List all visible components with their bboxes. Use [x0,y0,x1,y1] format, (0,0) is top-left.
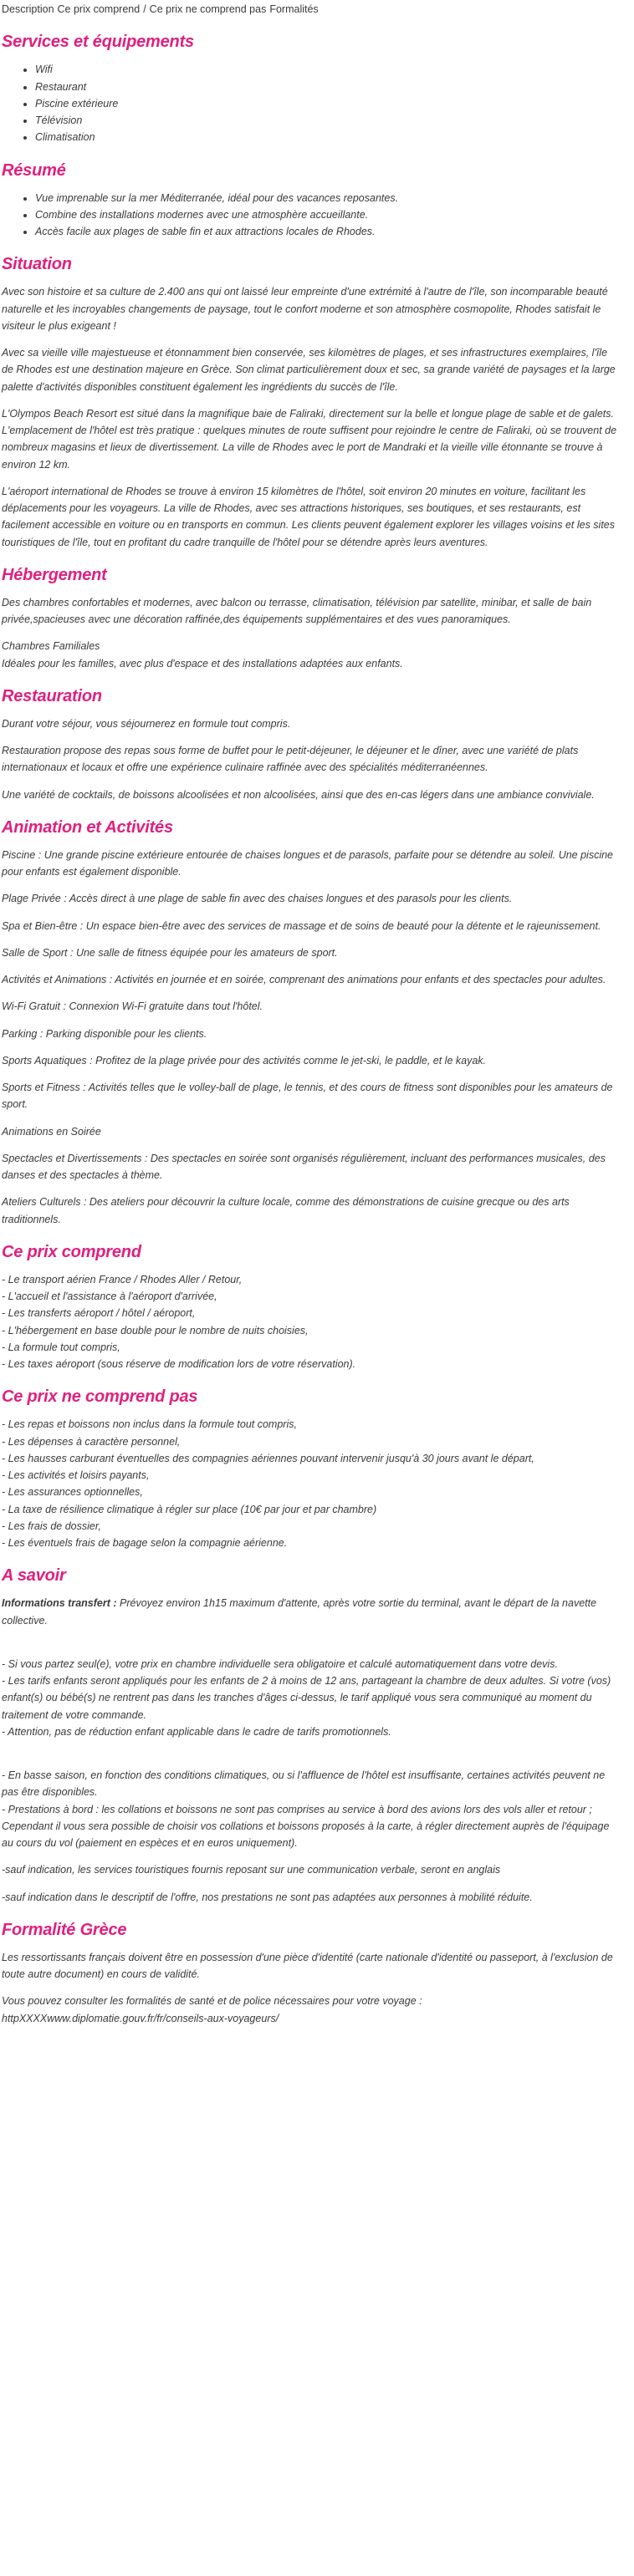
animation-paragraph: Spa et Bien-être : Un espace bien-être avec des services de massage et de soins de beauté pour la détente et le rajeunissement. [2,919,601,932]
section-title-a-savoir: A savoir [2,1566,66,1586]
formalite-lines [2,1993,619,2027]
list-item: • Climatisation [35,129,619,145]
animation-paragraph: Plage Privée : Accès direct à une plage de sable fin avec des chaises longues et des parasols pour les clients. [2,893,513,905]
animation-paragraph: Wi-Fi Gratuit : Connexion Wi-Fi gratuite dans tout l'hôtel. [2,1000,263,1013]
section-title-prix-comprend: Ce prix comprend [2,1242,141,1261]
section-title-animation: Animation et Activités [2,817,173,837]
animation-paragraph: Sports Aquatiques : Profitez de la plage privée pour des activités comme le jet-ski, le paddle, et le kayak. [2,1054,487,1067]
transfert-info [2,1595,619,1629]
formalite-paragraph: Les ressortissants français doivent être en possession d'une pièce d'identité (carte nationale d'identité ou passeport, à l'exclusion de toute autre document) en cours de validité. [2,1951,613,1980]
a-savoir-line: - Attention, pas de réduction enfant applicable dans le cadre de tarifs promotionnels. [2,1725,391,1738]
situation-paragraph: L'Olympos Beach Resort est situé dans la magnifique baie de Faliraki, directement sur la belle et longue plage de sable et de galets. L'emplacement de l'hôtel est très pratique : quelques minutes de route suffisent pour rejoindre le centre de Faliraki, où se trouvent de nombreux magasins et lieux de divertissement. La ville de Rhodes avec le port de Mandraki et la vieille ville étonnante se trouve à environ 12 km. [2,407,617,471]
a-savoir-block-1 [2,1656,619,1740]
restauration-paragraph: Durant votre séjour, vous séjournerez en formule tout compris. [2,717,291,730]
a-savoir-paragraph: -sauf indication, les services touristiques fournis reposant sur une communication verbale, seront en anglais [2,1864,501,1876]
hebergement-lines [2,638,619,672]
transfert-label: Informations transfert : [2,1597,117,1610]
section-title-situation: Situation [2,255,72,274]
hebergement-paragraph: Des chambres confortables et modernes, avec balcon ou terrasse, climatisation, télévision par satellite, minibar, et salle de bain privée,spacieuses avec une décoration raffinée,des équipements supplémentaires et des vues panoramiques. [2,596,592,625]
section-title-formalite: Formalité Grèce [2,1920,127,1939]
list-item: - La formule tout compris, [2,1341,120,1353]
resume-list [2,190,619,241]
section-title-services: Services et équipements [2,33,194,52]
list-item: - Les éventuels frais de bagage selon la compagnie aérienne. [2,1537,288,1549]
tab-formalites[interactable]: Formalités [269,3,319,15]
animation-paragraph: Piscine : Une grande piscine extérieure entourée de chaises longues et de parasols, parfaite pour se détendre au soleil. Une piscine pour enfants est également disponible. [2,848,614,878]
list-item: - La taxe de résilience climatique à régler sur place (10€ par jour et par chambre) [2,1503,377,1515]
tab-ce-prix-comprend[interactable]: Ce prix comprend [57,3,141,15]
list-item: • Télévision [35,112,619,129]
section-title-restauration: Restauration [2,686,102,705]
list-item: - Les transferts aéroport / hôtel / aéroport, [2,1307,196,1320]
a-savoir-line: - Prestations à bord : les collations et boissons ne sont pas comprises au service à bord des avions lors des vols aller et retour ; Cependant il vous sera possible de choisir vos collations et boissons proposés à la carte, à régler directement auprès de l'équipage au cours du vol (paiement en espèces et en euros uniquement). [2,1803,610,1849]
a-savoir-line: - Les tarifs enfants seront appliqués pour les enfants de 2 à moins de 12 ans, partageant la chambre de deux adultes. Si votre (vos) enfant(s) ou bébé(s) ne rentrent pas dans les tranches d'âges ci-dessus, le tarif appliqué vous sera communiqué au moment du traitement de votre commande. [2,1675,611,1721]
animation-paragraph: Spectacles et Divertissements : Des spectacles en soirée sont organisés régulièrement, incluant des performances musicales, des danses et des spectacles à thème. [2,1152,606,1181]
animation-paragraph: Animations en Soirée [2,1125,101,1138]
list-item: - Les assurances optionnelles, [2,1486,143,1499]
a-savoir-paragraph: -sauf indication dans le descriptif de l'offre, nos prestations ne sont pas adaptées aux personnes à mobilité réduite. [2,1891,533,1903]
tab-description[interactable]: Description [2,3,54,15]
list-item: - Les taxes aéroport (sous réserve de modification lors de votre réservation). [2,1358,356,1370]
animation-paragraph: Sports et Fitness : Activités telles que le volley-ball de plage, le tennis, et des cours de fitness sont disponibles pour les amateurs de sport. [2,1082,613,1111]
list-item: • Accès facile aux plages de sable fin et aux attractions locales de Rhodes. [35,223,619,240]
a-savoir-line: - Si vous partez seul(e), votre prix en chambre individuelle sera obligatoire et calculé automatiquement dans votre devis. [2,1657,558,1670]
formalite-link[interactable]: httpXXXXwww.diplomatie.gouv.fr/fr/conseils-aux-voyageurs/ [2,2012,279,2024]
prix-ne-comprend-list [2,1416,619,1551]
tab-separator: / [143,3,146,15]
list-item: - L'accueil et l'assistance à l'aéroport d'arrivée, [2,1291,217,1302]
list-item: • Wifi [35,61,619,78]
list-item: - Le transport aérien France / Rhodes Aller / Retour, [2,1273,243,1285]
situation-paragraph: Avec son histoire et sa culture de 2.400 ans qui ont laissé leur empreinte d'une extrémité à l'autre de l'île, son incomparable beauté naturelle et les incroyables changements de paysage, tout le confort moderne et son atmosphère cosmopolite, Rhodes satisfait le visiteur le plus exigeant ! [2,286,608,332]
animation-paragraph: Salle de Sport : Une salle de fitness équipée pour les amateurs de sport. [2,946,338,959]
section-title-resume: Résumé [2,160,66,180]
tab-ce-prix-ne-comprend-pas[interactable]: Ce prix ne comprend pas [149,3,267,15]
list-item: - Les dépenses à caractère personnel, [2,1435,181,1448]
formalite-line: Vous pouvez consulter les formalités de santé et de police nécessaires pour votre voyage : [2,1995,422,2008]
list-item: • Restaurant [35,79,619,95]
list-item: • Combine des installations modernes avec une atmosphère accueillante. [35,206,619,223]
section-title-hebergement: Hébergement [2,565,107,584]
situation-paragraph: L'aéroport international de Rhodes se trouve à environ 15 kilomètres de l'hôtel, soit environ 20 minutes en voiture, facilitant les déplacements pour les voyageurs. La ville de Rhodes, avec ses attractions historiques, ses boutiques, et ses restaurants, est facilement accessible en voiture ou en transports en commun. Les clients peuvent également explorer les villages voisins et les sites touristiques de l'île, tout en profitant du cadre tranquille de l'hôtel pour se détendre après leurs aventures. [2,485,616,548]
hebergement-line: Chambres Familiales [2,640,100,653]
animation-paragraph: Parking : Parking disponible pour les clients. [2,1027,207,1040]
services-list [2,61,619,145]
list-item: - Les hausses carburant éventuelles des compagnies aériennes pouvant intervenir jusqu'à 30 jours avant le départ, [2,1452,534,1464]
list-item: - L'hébergement en base double pour le nombre de nuits choisies, [2,1324,309,1336]
prix-comprend-list [2,1271,619,1373]
list-item: • Piscine extérieure [35,95,619,112]
list-item: - Les activités et loisirs payants, [2,1469,150,1481]
animation-paragraph: Activités et Animations : Activités en journée et en soirée, comprenant des animations pour enfants et des spectacles pour adultes. [2,974,606,985]
restauration-paragraph: Restauration propose des repas sous forme de buffet pour le petit-déjeuner, le déjeuner et le dîner, avec une variété de plats internationaux et locaux et offre une expérience culinaire raffinée avec des spécialités méditerranéennes. [2,745,579,774]
hebergement-line: Idéales pour les familles, avec plus d'espace et des installations adaptées aux enfants. [2,657,403,669]
animation-paragraph: Ateliers Culturels : Des ateliers pour découvrir la culture locale, comme des démonstrations de cuisine grecque ou des arts traditionnels. [2,1196,570,1225]
situation-paragraph: Avec sa vieille ville majestueuse et étonnamment bien conservée, ses kilomètres de plages, et ses infrastructures exemplaires, l'île de Rhodes est une destination majeure en Grèce. Son climat particulièrement doux et sec, sa grande variété de paysages et la large palette d'activités disponibles constituent également les ingrédients du succès de l'île. [2,347,616,393]
list-item: - Les frais de dossier, [2,1520,101,1532]
transfert-text: Prévoyez environ 1h15 maximum d'attente, après votre sortie du terminal, avant le départ de la navette collective. [2,1597,597,1627]
list-item: - Les repas et boissons non inclus dans la formule tout compris, [2,1418,297,1431]
a-savoir-block-2 [2,1767,619,1851]
tab-bar [2,0,619,18]
section-title-prix-ne-comprend: Ce prix ne comprend pas [2,1387,198,1407]
a-savoir-line: - En basse saison, en fonction des conditions climatiques, ou si l'affluence de l'hôtel est insuffisante, certaines activités peuvent ne pas être disponibles. [2,1769,606,1799]
list-item: • Vue imprenable sur la mer Méditerranée, idéal pour des vacances reposantes. [35,190,619,206]
restauration-paragraph: Une variété de cocktails, de boissons alcoolisées et non alcoolisées, ainsi que des en-cas légers dans une ambiance conviviale. [2,788,595,801]
